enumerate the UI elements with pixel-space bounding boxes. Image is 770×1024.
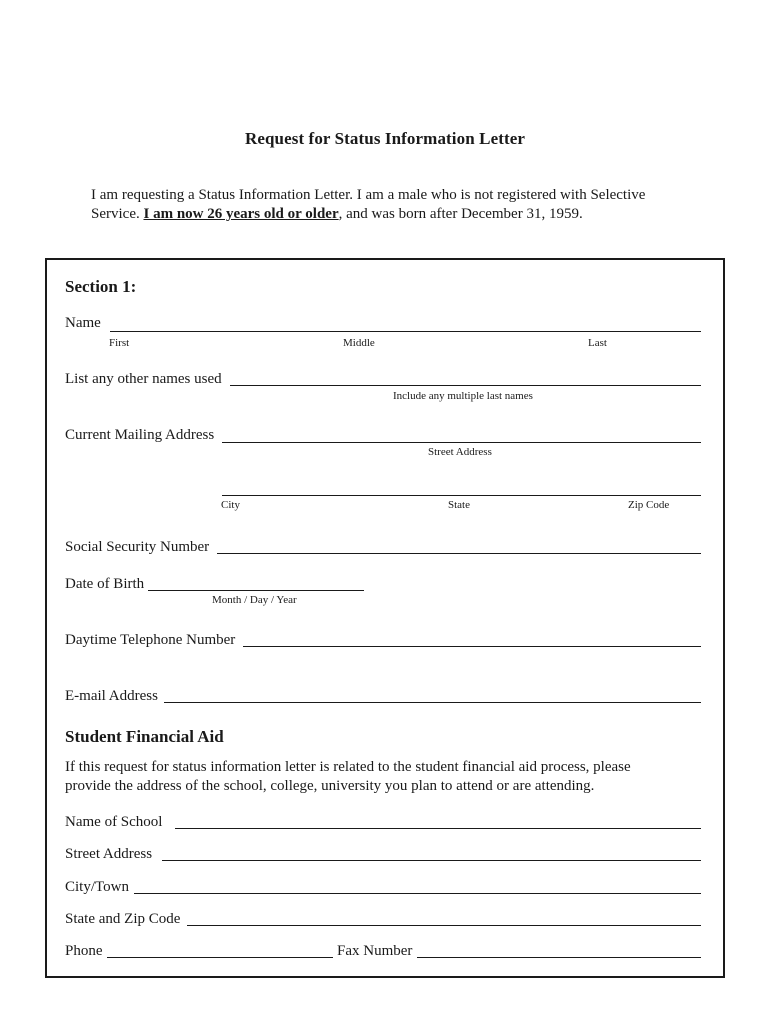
intro-text: I am requesting a Status Information Letter. I am a male who is not registered with Selective Service. xyxy=(91,187,646,222)
school-fax-label: Fax Number xyxy=(337,943,413,959)
school-name-field[interactable] xyxy=(175,828,701,829)
school-state-zip-label: State and Zip Code xyxy=(65,911,181,927)
name-middle-caption: Middle xyxy=(343,337,375,349)
intro-emphasis: I am now 26 years old or older xyxy=(143,206,339,222)
ssn-field[interactable] xyxy=(217,553,701,554)
dob-caption: Month / Day / Year xyxy=(212,594,297,606)
mailing-address-label: Current Mailing Address xyxy=(65,427,215,443)
city-state-zip-field[interactable] xyxy=(222,495,701,496)
school-name-label: Name of School xyxy=(65,814,163,830)
zip-caption: Zip Code xyxy=(628,499,670,511)
phone-field[interactable] xyxy=(243,646,701,647)
financial-aid-paragraph: If this request for status information letter is related to the student financial aid process, please provide the address of the school, college, university you plan to attend or are attending. xyxy=(65,759,631,794)
phone-label: Daytime Telephone Number xyxy=(65,632,236,648)
name-label: Name xyxy=(65,315,101,331)
email-field[interactable] xyxy=(164,702,701,703)
school-street-label: Street Address xyxy=(65,846,153,862)
ssn-label: Social Security Number xyxy=(65,539,210,555)
school-city-label: City/Town xyxy=(65,879,129,895)
form-box xyxy=(45,258,725,978)
school-phone-label: Phone xyxy=(65,943,103,959)
email-label: E-mail Address xyxy=(65,688,158,704)
school-state-zip-field[interactable] xyxy=(187,925,701,926)
street-address-field[interactable] xyxy=(222,442,701,443)
other-names-field[interactable] xyxy=(230,385,701,386)
dob-label: Date of Birth xyxy=(65,576,145,592)
financial-aid-heading: Student Financial Aid xyxy=(65,727,224,746)
name-first-caption: First xyxy=(109,337,130,349)
intro-text-end: , and was born after December 31, 1959. xyxy=(338,206,583,222)
school-city-field[interactable] xyxy=(134,893,701,894)
intro-statement xyxy=(91,186,691,224)
section-1-heading: Section 1: xyxy=(65,277,137,296)
other-names-caption: Include any multiple last names xyxy=(393,390,533,402)
dob-field[interactable] xyxy=(148,590,364,591)
city-caption: City xyxy=(221,499,240,511)
street-address-caption: Street Address xyxy=(428,446,492,458)
other-names-label: List any other names used xyxy=(65,371,222,387)
state-caption: State xyxy=(448,499,470,511)
school-phone-field[interactable] xyxy=(107,957,333,958)
school-street-field[interactable] xyxy=(162,860,701,861)
page-title: Request for Status Information Letter xyxy=(244,129,526,148)
school-fax-field[interactable] xyxy=(417,957,701,958)
name-last-caption: Last xyxy=(588,337,607,349)
name-field[interactable] xyxy=(110,331,701,332)
